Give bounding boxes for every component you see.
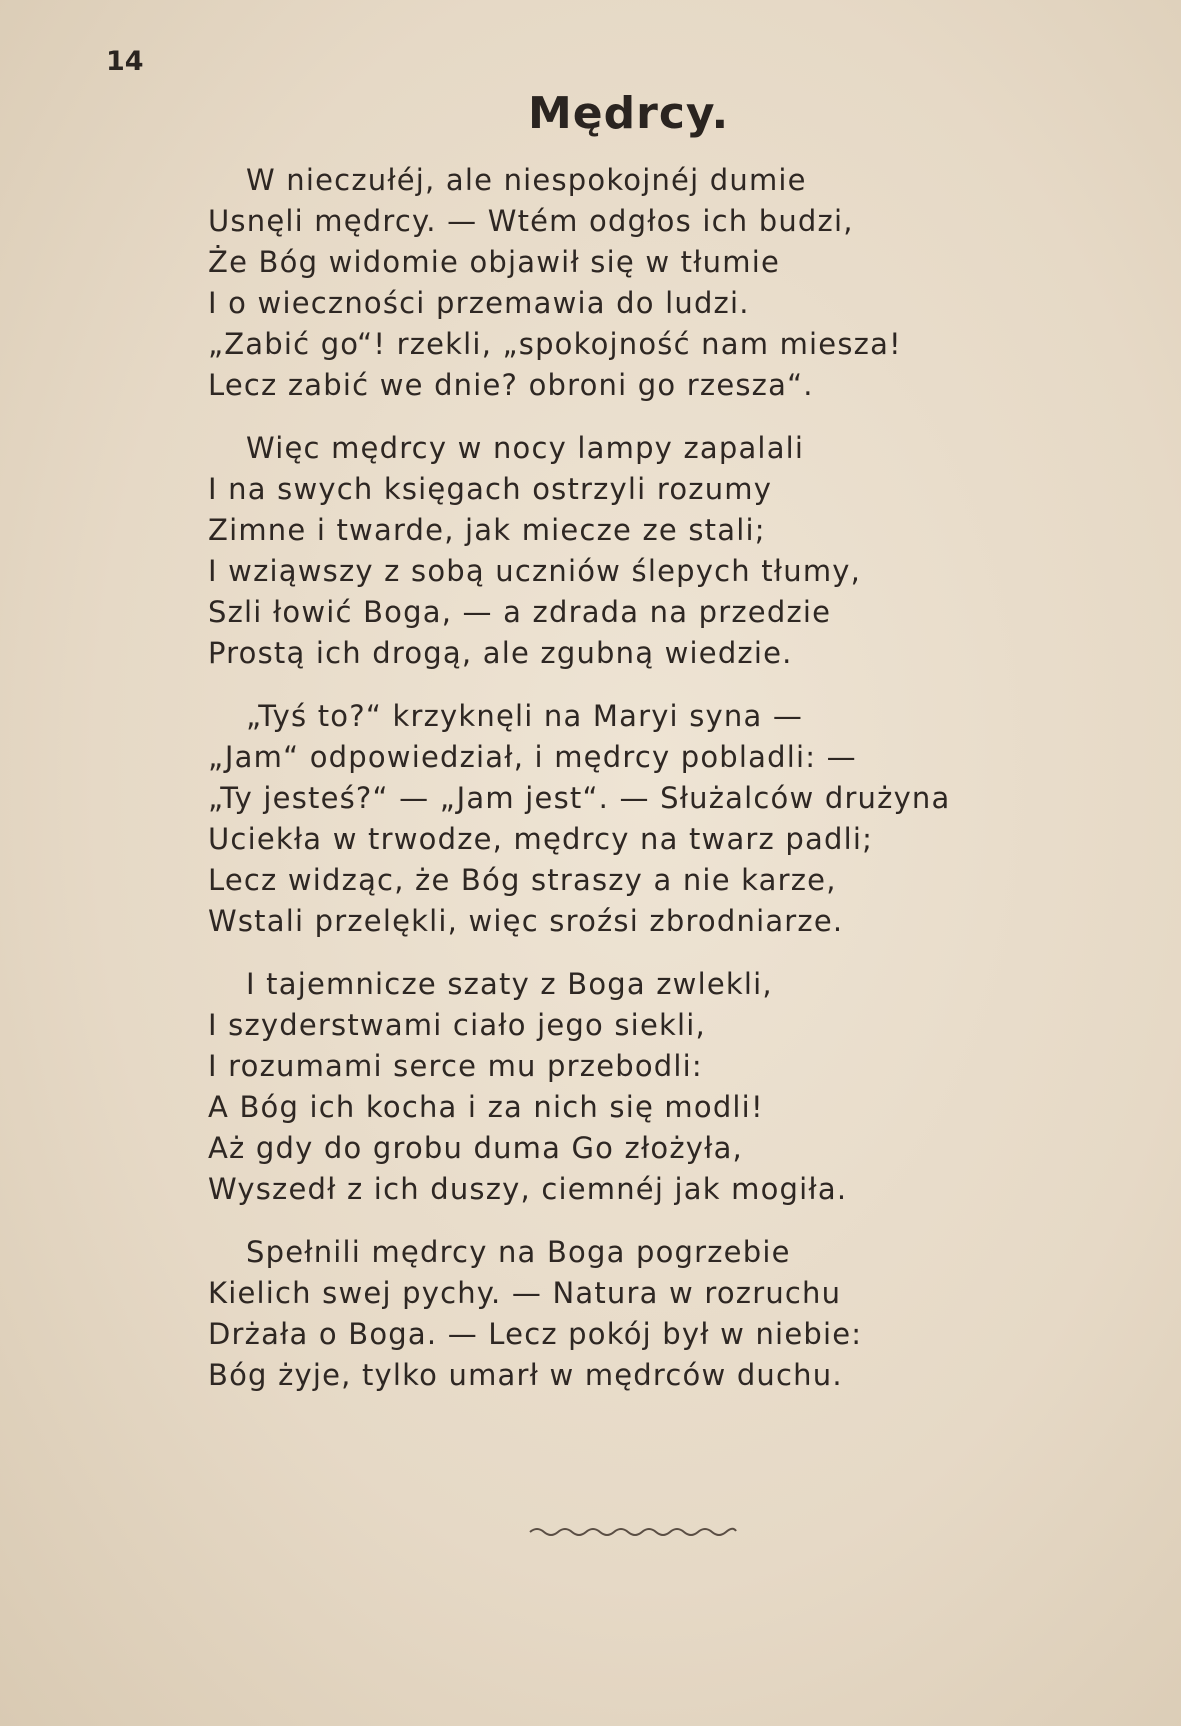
poem-line: Drżała o Boga. — Lecz pokój był w niebie: [208,1317,863,1351]
poem-line: Szli łowić Boga, — a zdrada na przedzie [208,595,832,629]
poem-line: „Ty jesteś?“ — „Jam jest“. — Służalców drużyna [208,781,951,815]
poem-line: Aż gdy do grobu duma Go złożyła, [208,1131,743,1165]
poem-line: I wziąwszy z sobą uczniów ślepych tłumy, [208,554,862,588]
poem-line: I tajemnicze szaty z Boga zwlekli, [246,967,773,1001]
poem-line: „Jam“ odpowiedział, i mędrcy pobladli: — [208,740,857,774]
wavy-line-ornament-icon [528,1524,738,1538]
poem-body [208,160,1108,1418]
stanza-5 [208,1232,1108,1396]
poem-line: Lecz widząc, że Bóg straszy a nie karze, [208,863,837,897]
poem-line: Zimne i twarde, jak miecze ze stali; [208,513,766,547]
poem-line: Więc mędrcy w nocy lampy zapalali [246,431,805,465]
poem-line: W nieczułéj, ale niespokojnéj dumie [246,163,807,197]
page-number: 14 [106,46,144,77]
poem-line: Usnęli mędrcy. — Wtém odgłos ich budzi, [208,204,854,238]
poem-line: I szyderstwami ciało jego siekli, [208,1008,706,1042]
poem-line: „Tyś to?“ krzyknęli na Maryi syna — [246,699,804,733]
poem-line: Uciekła w trwodze, mędrcy na twarz padli; [208,822,874,856]
poem-line: A Bóg ich kocha i za nich się modli! [208,1090,764,1124]
stanza-3 [208,696,1108,942]
poem-line: „Zabić go“! rzekli, „spokojność nam miesza! [208,327,902,361]
poem-line: I rozumami serce mu przebodli: [208,1049,703,1083]
poem-line: Prostą ich drogą, ale zgubną wiedzie. [208,636,793,670]
poem-line: I na swych księgach ostrzyli rozumy [208,472,773,506]
stanza-4 [208,964,1108,1210]
poem-line: Kielich swej pychy. — Natura w rozruchu [208,1276,842,1310]
poem-line: Wyszedł z ich duszy, ciemnéj jak mogiła. [208,1172,848,1206]
poem-line: Bóg żyje, tylko umarł w mędrców duchu. [208,1358,843,1392]
poem-title: Mędrcy. [528,88,730,139]
poem-line: Spełnili mędrcy na Boga pogrzebie [246,1235,791,1269]
poem-line: Że Bóg widomie objawił się w tłumie [208,245,781,279]
poem-line: Lecz zabić we dnie? obroni go rzesza“. [208,368,814,402]
poem-line: I o wieczności przemawia do ludzi. [208,286,750,320]
poem-line: Wstali przelękli, więc sroźsi zbrodniarze. [208,904,844,938]
stanza-1 [208,160,1108,406]
stanza-2 [208,428,1108,674]
